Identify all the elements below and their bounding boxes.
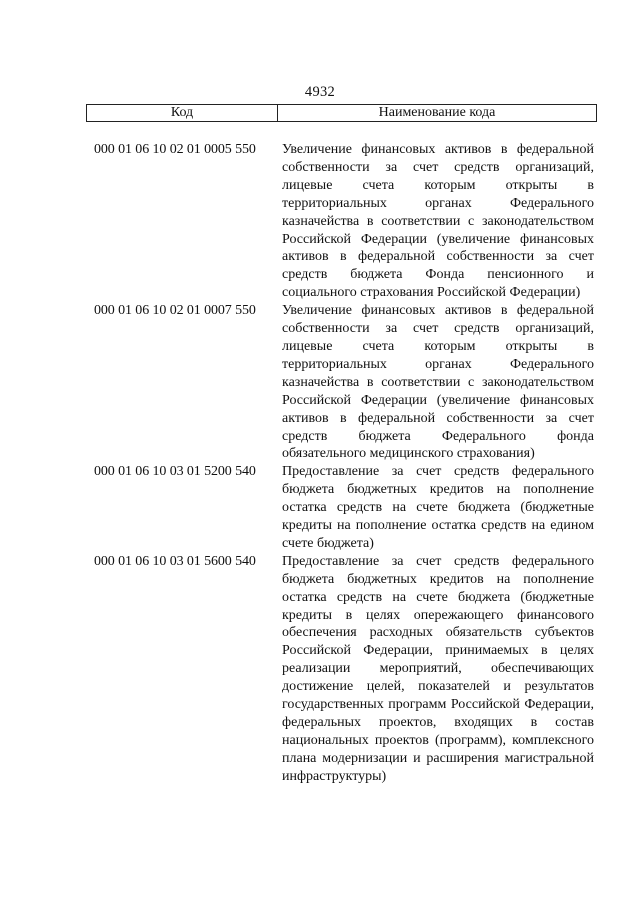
row-code: 000 01 06 10 03 01 5600 540	[94, 553, 256, 569]
page-number: 4932	[304, 84, 336, 100]
row-code: 000 01 06 10 03 01 5200 540	[94, 464, 256, 480]
code-table-body	[94, 141, 594, 786]
row-name: Предоставление за счет средств федерального бюджета бюджетных кредитов на пополнение остатка средств на счете бюджета (бюджетные кредиты на пополнение остатка средств на едином счете бюджета)	[282, 464, 594, 551]
table-row	[94, 141, 594, 302]
column-header-code: Код	[87, 105, 278, 121]
table-header	[86, 104, 597, 122]
column-header-name: Наименование кода	[378, 105, 496, 120]
row-code: 000 01 06 10 02 01 0007 550	[94, 303, 256, 319]
table-row	[94, 463, 594, 553]
table-row	[94, 553, 594, 786]
row-code: 000 01 06 10 02 01 0005 550	[94, 142, 256, 157]
row-name: Увеличение финансовых активов в федеральной собственности за счет средств организаций, лицевые счета которым открыты в территориальных органах Федерального казначейства в соответствии с законодательством Российской Федерации (увеличение финансовых активов в федеральной собственности за счет средств бюджета Фонда пенсионного и социального страхования Российской Федерации)	[282, 142, 594, 301]
row-name: Предоставление за счет средств федерального бюджета бюджетных кредитов на пополнение остатка средств на счете бюджета (бюджетные кредиты в целях опережающего финансового обеспечения расходных обязательств субъектов Российской Федерации, принимаемых в целях реализации мероприятий, обеспечивающих достижение целей, показателей и результатов государственных программ Российской Федерации, федеральных проектов, входящих в состав национальных проектов (программ), комплексного плана модернизации и расширения магистральной инфраструктуры)	[282, 553, 594, 784]
table-row	[94, 302, 594, 463]
row-name: Увеличение финансовых активов в федеральной собственности за счет средств организаций, лицевые счета которым открыты в территориальных органах Федерального казначейства в соответствии с законодательством Российской Федерации (увеличение финансовых активов в федеральной собственности за счет средств бюджета Федерального фонда обязательного медицинского страхования)	[282, 303, 594, 462]
